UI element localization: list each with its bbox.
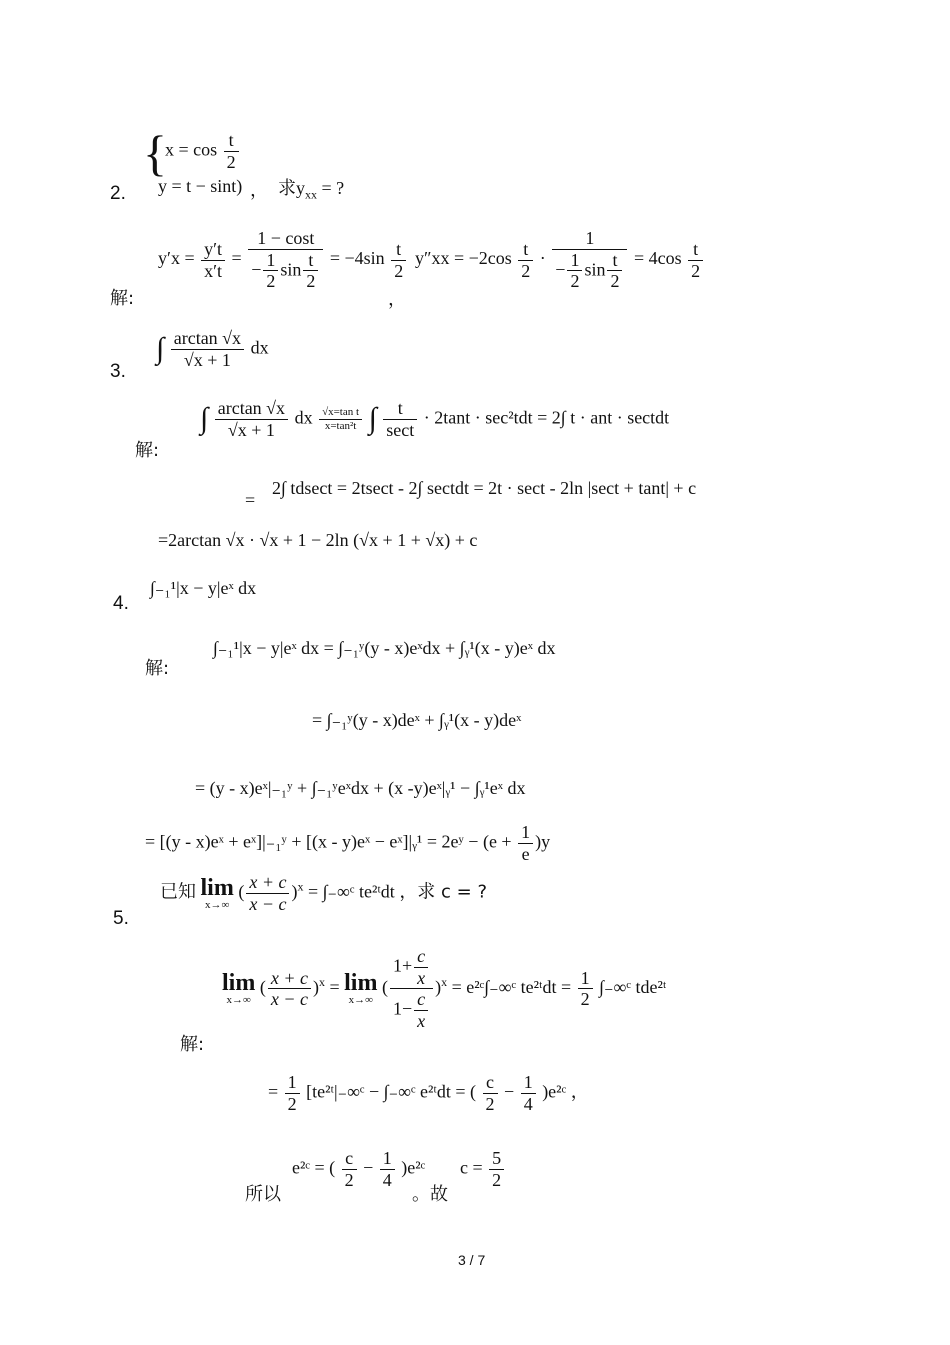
problem-5-solution-label: 解: [180, 1034, 205, 1055]
problem-4-solution-label: 解: [145, 658, 170, 679]
fraction-den: x − c [249, 893, 287, 914]
fraction-num: 1 [380, 1148, 395, 1170]
ask-text: ，求 c = ? [399, 881, 488, 903]
fraction-den: √x + 1 [227, 419, 275, 440]
fraction-den: e [521, 843, 530, 864]
problem-2-solution-first-derivative [158, 228, 408, 292]
integral-icon: ∫ [368, 402, 377, 436]
one-over-sin-fraction [552, 228, 627, 292]
fraction-num: t [518, 239, 533, 261]
equals-sign: = [231, 248, 242, 269]
c-over-2-fraction [342, 1148, 357, 1190]
problem-5-conclusion-label: 。故 [412, 1184, 448, 1205]
substitution-equals [319, 406, 362, 432]
fraction-den: 2 [394, 260, 404, 281]
rhs-text: = ∫₋∞ᶜ te²ᵗdt [307, 881, 395, 902]
power-x: x [441, 975, 448, 989]
power-x: x [318, 975, 325, 989]
fraction-num: x + c [246, 872, 289, 894]
power-x: x [297, 879, 304, 894]
line-2-mid: [te²ᵗ|₋∞ᶜ − ∫₋∞ᶜ e²ᵗdt = ( [306, 1081, 477, 1102]
t-over-2-fraction [224, 130, 239, 172]
dx-text: dx [250, 337, 269, 358]
substitution-bottom: x=tan²t [324, 419, 357, 432]
fraction-num: arctan √x [171, 328, 244, 350]
problem-2-y-equation: y = t − sint) [158, 176, 243, 196]
problem-2-separator: ， [388, 289, 406, 310]
sin-text: sin [280, 259, 302, 279]
one-minus: 1− [392, 998, 413, 1019]
dx-text: dx [294, 407, 313, 428]
problem-2-second-derivative [415, 228, 705, 292]
problem-5-number: 5. [113, 908, 129, 929]
problem-3-solution-line-3: =2arctan √x · √x + 1 − 2ln (√x + 1 + √x) + c [158, 530, 478, 550]
fraction-num: c [414, 946, 428, 968]
fraction-den: x − c [270, 989, 308, 1010]
line-3-start: e²ᶜ = ( [292, 1157, 336, 1178]
known-text: 已知 [160, 881, 196, 903]
arctan-fraction [171, 328, 244, 370]
t-over-2-fraction [303, 250, 318, 292]
fraction-den: 2 [485, 1093, 495, 1114]
problem-4-number: 4. [113, 593, 129, 614]
fraction-den: x [417, 1011, 426, 1032]
substitution-top: √x=tan t [319, 406, 362, 420]
problem-3-integral [156, 328, 269, 370]
fraction-num: 1 [263, 250, 278, 272]
cost-over-sin-fraction [248, 228, 323, 292]
fraction-num: 1 [578, 968, 593, 990]
fraction-num: 1 [518, 822, 533, 844]
c-over-x [414, 946, 428, 988]
fraction-num: x + c [268, 968, 311, 990]
fraction-den [248, 250, 323, 292]
line-2-end: )e²ᶜ [542, 1081, 567, 1102]
fraction-num: 1 [521, 1072, 536, 1094]
fraction-num [390, 946, 433, 989]
problem-2-comma: ， [250, 180, 268, 201]
fraction-num: arctan √x [215, 398, 288, 420]
t-over-2-fraction [688, 239, 703, 281]
yt-over-xt-fraction [201, 239, 225, 281]
fraction-den: 4 [523, 1093, 533, 1114]
problem-4-integral: ∫₋₁¹|x − y|eˣ dx [150, 578, 257, 598]
left-brace-icon: { [143, 125, 167, 181]
problem-5-solution-line-2 [268, 1072, 589, 1114]
fraction-num: t [383, 398, 417, 420]
one-over-e-fraction [518, 822, 533, 864]
fraction-num: t [391, 239, 406, 261]
x-equation-text: x = cos [165, 139, 218, 160]
lim-text: lim [344, 970, 378, 997]
integral-icon: ∫ [156, 332, 165, 366]
fraction-den [390, 989, 433, 1031]
limit-operator [201, 876, 234, 911]
fraction-den: √x + 1 [183, 349, 231, 370]
t-over-2-fraction [607, 250, 622, 292]
yx-text: y′x = [158, 248, 195, 269]
limit-operator [344, 971, 377, 1006]
half-fraction [578, 968, 593, 1010]
result-text: = 4cos [633, 248, 682, 269]
sin-text: sin [584, 259, 606, 279]
lim-sub: x→∞ [348, 994, 373, 1007]
one-over-4-fraction [380, 1148, 395, 1190]
t-over-2-fraction [518, 239, 533, 281]
fraction-den: 2 [287, 1093, 297, 1114]
line-4-text: = [(y - x)eˣ + eˣ]|₋₁ʸ + [(x - y)eˣ − eˣ]|ᵧ¹ = 2eʸ − (e + [145, 831, 517, 852]
lim-sub: x→∞ [226, 994, 251, 1007]
fraction-num: 1 [285, 1072, 300, 1094]
minus-sign: − [504, 1081, 515, 1102]
xc-fraction [268, 968, 311, 1010]
fraction-num: y′t [201, 239, 225, 261]
problem-2-x-equation [165, 130, 241, 172]
problem-2-solution-label: 解: [110, 288, 135, 309]
half-fraction [567, 250, 582, 292]
half-fraction [263, 250, 278, 292]
problem-5-solution-line-3 [292, 1148, 425, 1190]
fraction-den: x [417, 967, 426, 988]
fraction-num: t [607, 250, 622, 272]
c-over-x [414, 989, 428, 1031]
problem-4-solution-line-1: ∫₋₁¹|x − y|eˣ dx = ∫₋₁ʸ(y - x)eˣdx + ∫ᵧ¹(x - y)eˣ dx [213, 638, 556, 658]
dot-operator: · [539, 248, 546, 269]
lim-text: lim [200, 874, 234, 901]
equals-sign: = [268, 1081, 279, 1102]
fraction-den: 2 [580, 989, 590, 1010]
problem-3-solution-label: 解: [135, 440, 160, 461]
comma: ， [570, 1081, 589, 1103]
fraction-den: 4 [382, 1169, 392, 1190]
fraction-num: c [483, 1072, 498, 1094]
problem-4-solution-line-2: = ∫₋₁ʸ(y - x)deˣ + ∫ᵧ¹(x - y)deˣ [312, 710, 522, 730]
fraction-den: sect [386, 419, 415, 440]
minus-sign: − [555, 259, 566, 279]
fraction-den: 2 [610, 271, 620, 292]
limit-operator [222, 971, 255, 1006]
problem-5-solution-line-1: lim x→∞ ( $\frac{x + c}{x - c}$ )$^x$ = lim x→∞ ( 1+ $\frac{c}{x}$ 1− $\frac{c}{x}$ )$^x$ = e²ᶜ∫₋∞ᶜ te²ᵗdt = $\frac{1}{2}$ ∫₋∞ᶜ tde²ᵗ [222, 946, 667, 1032]
fraction-den [552, 250, 627, 292]
problem-5-statement: 已知 lim x→∞ ( $\frac{x + c}{x - c}$ )$^x$ = ∫₋∞ᶜ te²ᵗdt ，求 c = ? [160, 872, 488, 914]
arctan-fraction [215, 398, 288, 440]
problem-5-therefore: 所以 [245, 1184, 281, 1205]
problem-2-number: 2. [110, 183, 126, 204]
minus-sign: − [251, 259, 262, 279]
fraction-num: 1 [552, 228, 627, 250]
fraction-den: 2 [226, 151, 236, 172]
problem-3-number: 3. [110, 361, 126, 382]
fraction-den: 2 [521, 260, 531, 281]
problem-4-solution-line-4 [145, 822, 550, 864]
fraction-den: x′t [204, 260, 223, 281]
fraction-den: 2 [691, 260, 701, 281]
page-number: 3 / 7 [458, 1252, 486, 1268]
fraction-num: t [688, 239, 703, 261]
tail-text: ∫₋∞ᶜ tde²ᵗ [599, 977, 667, 997]
problem-3-solution-line-2: 2∫ tdsect = 2tsect - 2∫ sectdt = 2t · sect - 2ln |sect + tant| + c [272, 478, 697, 498]
ask-text: 求y [278, 178, 305, 198]
problem-5-answer [460, 1148, 506, 1190]
ask-tail: = ? [317, 178, 345, 198]
problem-3-line-2-equals: = [245, 490, 256, 510]
half-fraction [285, 1072, 300, 1114]
one-over-4-fraction [521, 1072, 536, 1114]
xc-fraction [246, 872, 289, 914]
problem-2-system [143, 125, 167, 181]
fraction-num: t [224, 130, 239, 152]
eq-rhs-text: = e²ᶜ∫₋∞ᶜ te²ᵗdt = [451, 977, 572, 997]
fraction-den: 2 [344, 1169, 354, 1190]
fraction-den: 2 [266, 271, 276, 292]
fraction-num: t [303, 250, 318, 272]
problem-4-solution-line-3: = (y - x)eˣ|₋₁ʸ + ∫₋₁ʸeˣdx + (x -y)eˣ|ᵧ¹ − ∫ᵧ¹eˣ dx [195, 778, 526, 798]
one-plus: 1+ [392, 955, 413, 976]
t-over-2-fraction [391, 239, 406, 281]
ask-sub: xx [305, 187, 317, 202]
c-equals: c = [460, 1157, 483, 1178]
minus-sign: − [363, 1157, 374, 1178]
line-3-end: )e²ᶜ [401, 1157, 426, 1178]
fraction-num: c [342, 1148, 357, 1170]
five-over-two-fraction [489, 1148, 504, 1190]
fraction-den: 2 [570, 271, 580, 292]
fraction-num: c [414, 989, 428, 1011]
problem-2-question [278, 174, 344, 203]
problem-3-solution-line-1 [200, 398, 669, 440]
compound-fraction [390, 946, 433, 1032]
lim-sub: x→∞ [204, 898, 230, 911]
fraction-den: 2 [306, 271, 316, 292]
line-1-rest: · 2tant · sec²tdt = 2∫ t · ant · sectdt [423, 407, 670, 428]
ypp-text: y″xx = −2cos [415, 248, 512, 269]
line-4-end: )y [535, 831, 551, 852]
result-text: = −4sin [329, 248, 385, 269]
fraction-den: 2 [492, 1169, 502, 1190]
fraction-num: 1 [567, 250, 582, 272]
integral-icon: ∫ [200, 402, 209, 436]
t-over-sect-fraction [383, 398, 417, 440]
fraction-num: 1 − cost [248, 228, 323, 250]
lim-text: lim [222, 970, 256, 997]
fraction-num: 5 [489, 1148, 504, 1170]
c-over-2-fraction [483, 1072, 498, 1114]
